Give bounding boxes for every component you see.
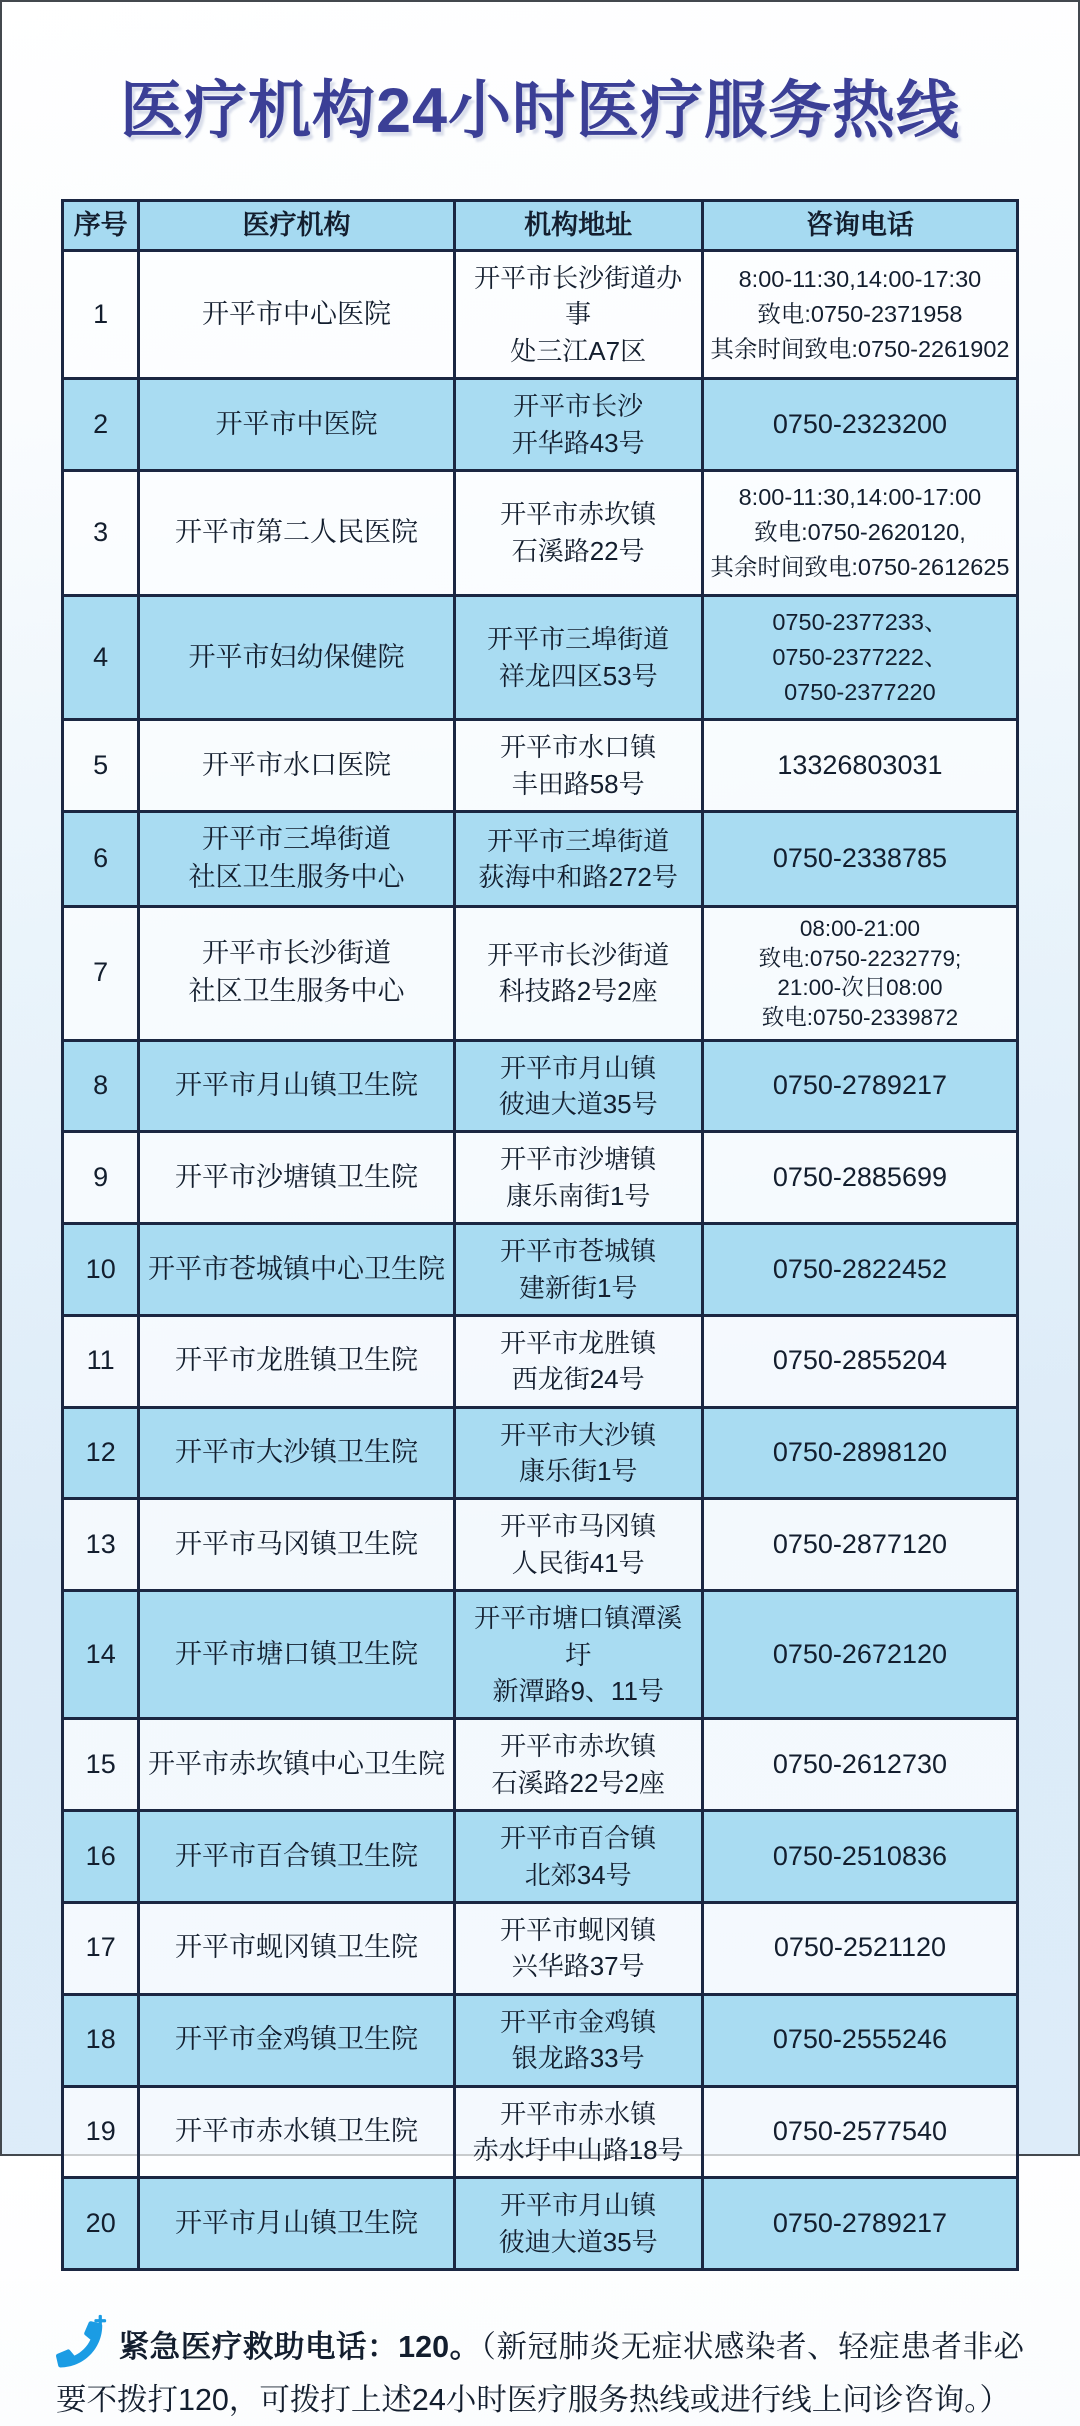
table-header-row xyxy=(63,201,1018,251)
phone-cell: 0750-2521120 xyxy=(702,1903,1017,1995)
row-number-cell: 4 xyxy=(63,595,139,720)
row-number-cell: 10 xyxy=(63,1224,139,1316)
phone-cell: 0750-2672120 xyxy=(702,1591,1017,1719)
institution-cell: 开平市苍城镇中心卫生院 xyxy=(139,1224,454,1316)
institution-cell: 开平市马冈镇卫生院 xyxy=(139,1499,454,1591)
table-row xyxy=(63,1315,1018,1407)
table-row xyxy=(63,1407,1018,1499)
table-row xyxy=(63,470,1018,595)
address-cell: 开平市长沙街道办事 处三江A7区 xyxy=(454,251,702,379)
phone-cell: 0750-2855204 xyxy=(702,1315,1017,1407)
row-number-cell: 3 xyxy=(63,470,139,595)
phone-plus-icon xyxy=(56,2313,112,2371)
row-number-cell: 20 xyxy=(63,2178,139,2270)
address-cell: 开平市三埠街道 荻海中和路272号 xyxy=(454,812,702,907)
address-cell: 开平市长沙街道 科技路2号2座 xyxy=(454,906,702,1040)
emergency-phone-label: 紧急医疗救助电话：120。 xyxy=(118,2330,481,2365)
address-cell: 开平市蚬冈镇 兴华路37号 xyxy=(454,1903,702,1995)
address-cell: 开平市长沙 开华路43号 xyxy=(454,379,702,471)
table-row xyxy=(63,251,1018,379)
table-row xyxy=(63,1903,1018,1995)
row-number-cell: 2 xyxy=(63,379,139,471)
table-row xyxy=(63,1994,1018,2086)
table-row xyxy=(63,906,1018,1040)
phone-cell: 0750-2555246 xyxy=(702,1994,1017,2086)
hotline-table xyxy=(61,199,1019,2271)
table-row xyxy=(63,379,1018,471)
row-number-cell: 15 xyxy=(63,1719,139,1811)
address-cell: 开平市塘口镇潭溪圩 新潭路9、11号 xyxy=(454,1591,702,1719)
row-number-cell: 19 xyxy=(63,2086,139,2178)
address-cell: 开平市月山镇 彼迪大道35号 xyxy=(454,2178,702,2270)
footer-note-text: （新冠肺炎无症状感染者、轻症患者非必要不拨打120，可拨打上述24小时医疗服务热线或进行线上问诊咨询。） xyxy=(56,2330,1025,2417)
phone-cell: 0750-2577540 xyxy=(702,2086,1017,2178)
institution-cell: 开平市月山镇卫生院 xyxy=(139,2178,454,2270)
institution-cell: 开平市大沙镇卫生院 xyxy=(139,1407,454,1499)
address-cell: 开平市三埠街道 祥龙四区53号 xyxy=(454,595,702,720)
institution-cell: 开平市三埠街道 社区卫生服务中心 xyxy=(139,812,454,907)
phone-cell: 8:00-11:30,14:00-17:00 致电:0750-2620120, 其余时间致电:0750-2612625 xyxy=(702,470,1017,595)
row-number-cell: 8 xyxy=(63,1040,139,1132)
institution-cell: 开平市中医院 xyxy=(139,379,454,471)
page-title: 医疗机构24小时医疗服务热线 xyxy=(119,76,961,146)
institution-cell: 开平市蚬冈镇卫生院 xyxy=(139,1903,454,1995)
phone-cell: 08:00-21:00 致电:0750-2232779; 21:00-次日08:00 致电:0750-2339872 xyxy=(702,906,1017,1040)
table-row xyxy=(63,1719,1018,1811)
address-cell: 开平市赤坎镇 石溪路22号2座 xyxy=(454,1719,702,1811)
column-header-institution: 医疗机构 xyxy=(139,201,454,251)
row-number-cell: 6 xyxy=(63,812,139,907)
address-cell: 开平市月山镇 彼迪大道35号 xyxy=(454,1040,702,1132)
table-row xyxy=(63,595,1018,720)
phone-cell: 0750-2877120 xyxy=(702,1499,1017,1591)
column-header-no: 序号 xyxy=(63,201,139,251)
column-header-phone: 咨询电话 xyxy=(702,201,1017,251)
row-number-cell: 7 xyxy=(63,906,139,1040)
address-cell: 开平市沙塘镇 康乐南街1号 xyxy=(454,1132,702,1224)
row-number-cell: 13 xyxy=(63,1499,139,1591)
address-cell: 开平市赤水镇 赤水圩中山路18号 xyxy=(454,2086,702,2178)
table-row xyxy=(63,2178,1018,2270)
phone-cell: 0750-2898120 xyxy=(702,1407,1017,1499)
row-number-cell: 16 xyxy=(63,1811,139,1903)
institution-cell: 开平市水口医院 xyxy=(139,720,454,812)
address-cell: 开平市百合镇 北郊34号 xyxy=(454,1811,702,1903)
row-number-cell: 18 xyxy=(63,1994,139,2086)
table-row xyxy=(63,720,1018,812)
institution-cell: 开平市金鸡镇卫生院 xyxy=(139,1994,454,2086)
row-number-cell: 1 xyxy=(63,251,139,379)
institution-cell: 开平市百合镇卫生院 xyxy=(139,1811,454,1903)
table-row xyxy=(63,1499,1018,1591)
phone-cell: 0750-2822452 xyxy=(702,1224,1017,1316)
table-row xyxy=(63,1224,1018,1316)
institution-cell: 开平市沙塘镇卫生院 xyxy=(139,1132,454,1224)
institution-cell: 开平市妇幼保健院 xyxy=(139,595,454,720)
phone-cell: 0750-2789217 xyxy=(702,1040,1017,1132)
phone-cell: 0750-2323200 xyxy=(702,379,1017,471)
phone-cell: 0750-2612730 xyxy=(702,1719,1017,1811)
table-row xyxy=(63,1811,1018,1903)
row-number-cell: 5 xyxy=(63,720,139,812)
table-row xyxy=(63,2086,1018,2178)
row-number-cell: 17 xyxy=(63,1903,139,1995)
phone-cell: 0750-2510836 xyxy=(702,1811,1017,1903)
table-row xyxy=(63,812,1018,907)
row-number-cell: 11 xyxy=(63,1315,139,1407)
institution-cell: 开平市长沙街道 社区卫生服务中心 xyxy=(139,906,454,1040)
address-cell: 开平市龙胜镇 西龙街24号 xyxy=(454,1315,702,1407)
column-header-address: 机构地址 xyxy=(454,201,702,251)
institution-cell: 开平市中心医院 xyxy=(139,251,454,379)
table-row xyxy=(63,1591,1018,1719)
address-cell: 开平市水口镇 丰田路58号 xyxy=(454,720,702,812)
address-cell: 开平市赤坎镇 石溪路22号 xyxy=(454,470,702,595)
institution-cell: 开平市赤坎镇中心卫生院 xyxy=(139,1719,454,1811)
phone-cell: 13326803031 xyxy=(702,720,1017,812)
institution-cell: 开平市赤水镇卫生院 xyxy=(139,2086,454,2178)
address-cell: 开平市苍城镇 建新街1号 xyxy=(454,1224,702,1316)
footer-note xyxy=(56,2313,1024,2426)
row-number-cell: 14 xyxy=(63,1591,139,1719)
phone-cell: 0750-2885699 xyxy=(702,1132,1017,1224)
address-cell: 开平市马冈镇 人民街41号 xyxy=(454,1499,702,1591)
institution-cell: 开平市第二人民医院 xyxy=(139,470,454,595)
table-row xyxy=(63,1040,1018,1132)
row-number-cell: 12 xyxy=(63,1407,139,1499)
table-row xyxy=(63,1132,1018,1224)
phone-cell: 8:00-11:30,14:00-17:30 致电:0750-2371958 其余时间致电:0750-2261902 xyxy=(702,251,1017,379)
institution-cell: 开平市月山镇卫生院 xyxy=(139,1040,454,1132)
address-cell: 开平市金鸡镇 银龙路33号 xyxy=(454,1994,702,2086)
phone-cell: 0750-2789217 xyxy=(702,2178,1017,2270)
address-cell: 开平市大沙镇 康乐街1号 xyxy=(454,1407,702,1499)
institution-cell: 开平市塘口镇卫生院 xyxy=(139,1591,454,1719)
phone-cell: 0750-2338785 xyxy=(702,812,1017,907)
institution-cell: 开平市龙胜镇卫生院 xyxy=(139,1315,454,1407)
row-number-cell: 9 xyxy=(63,1132,139,1224)
phone-cell: 0750-2377233、 0750-2377222、 0750-2377220 xyxy=(702,595,1017,720)
